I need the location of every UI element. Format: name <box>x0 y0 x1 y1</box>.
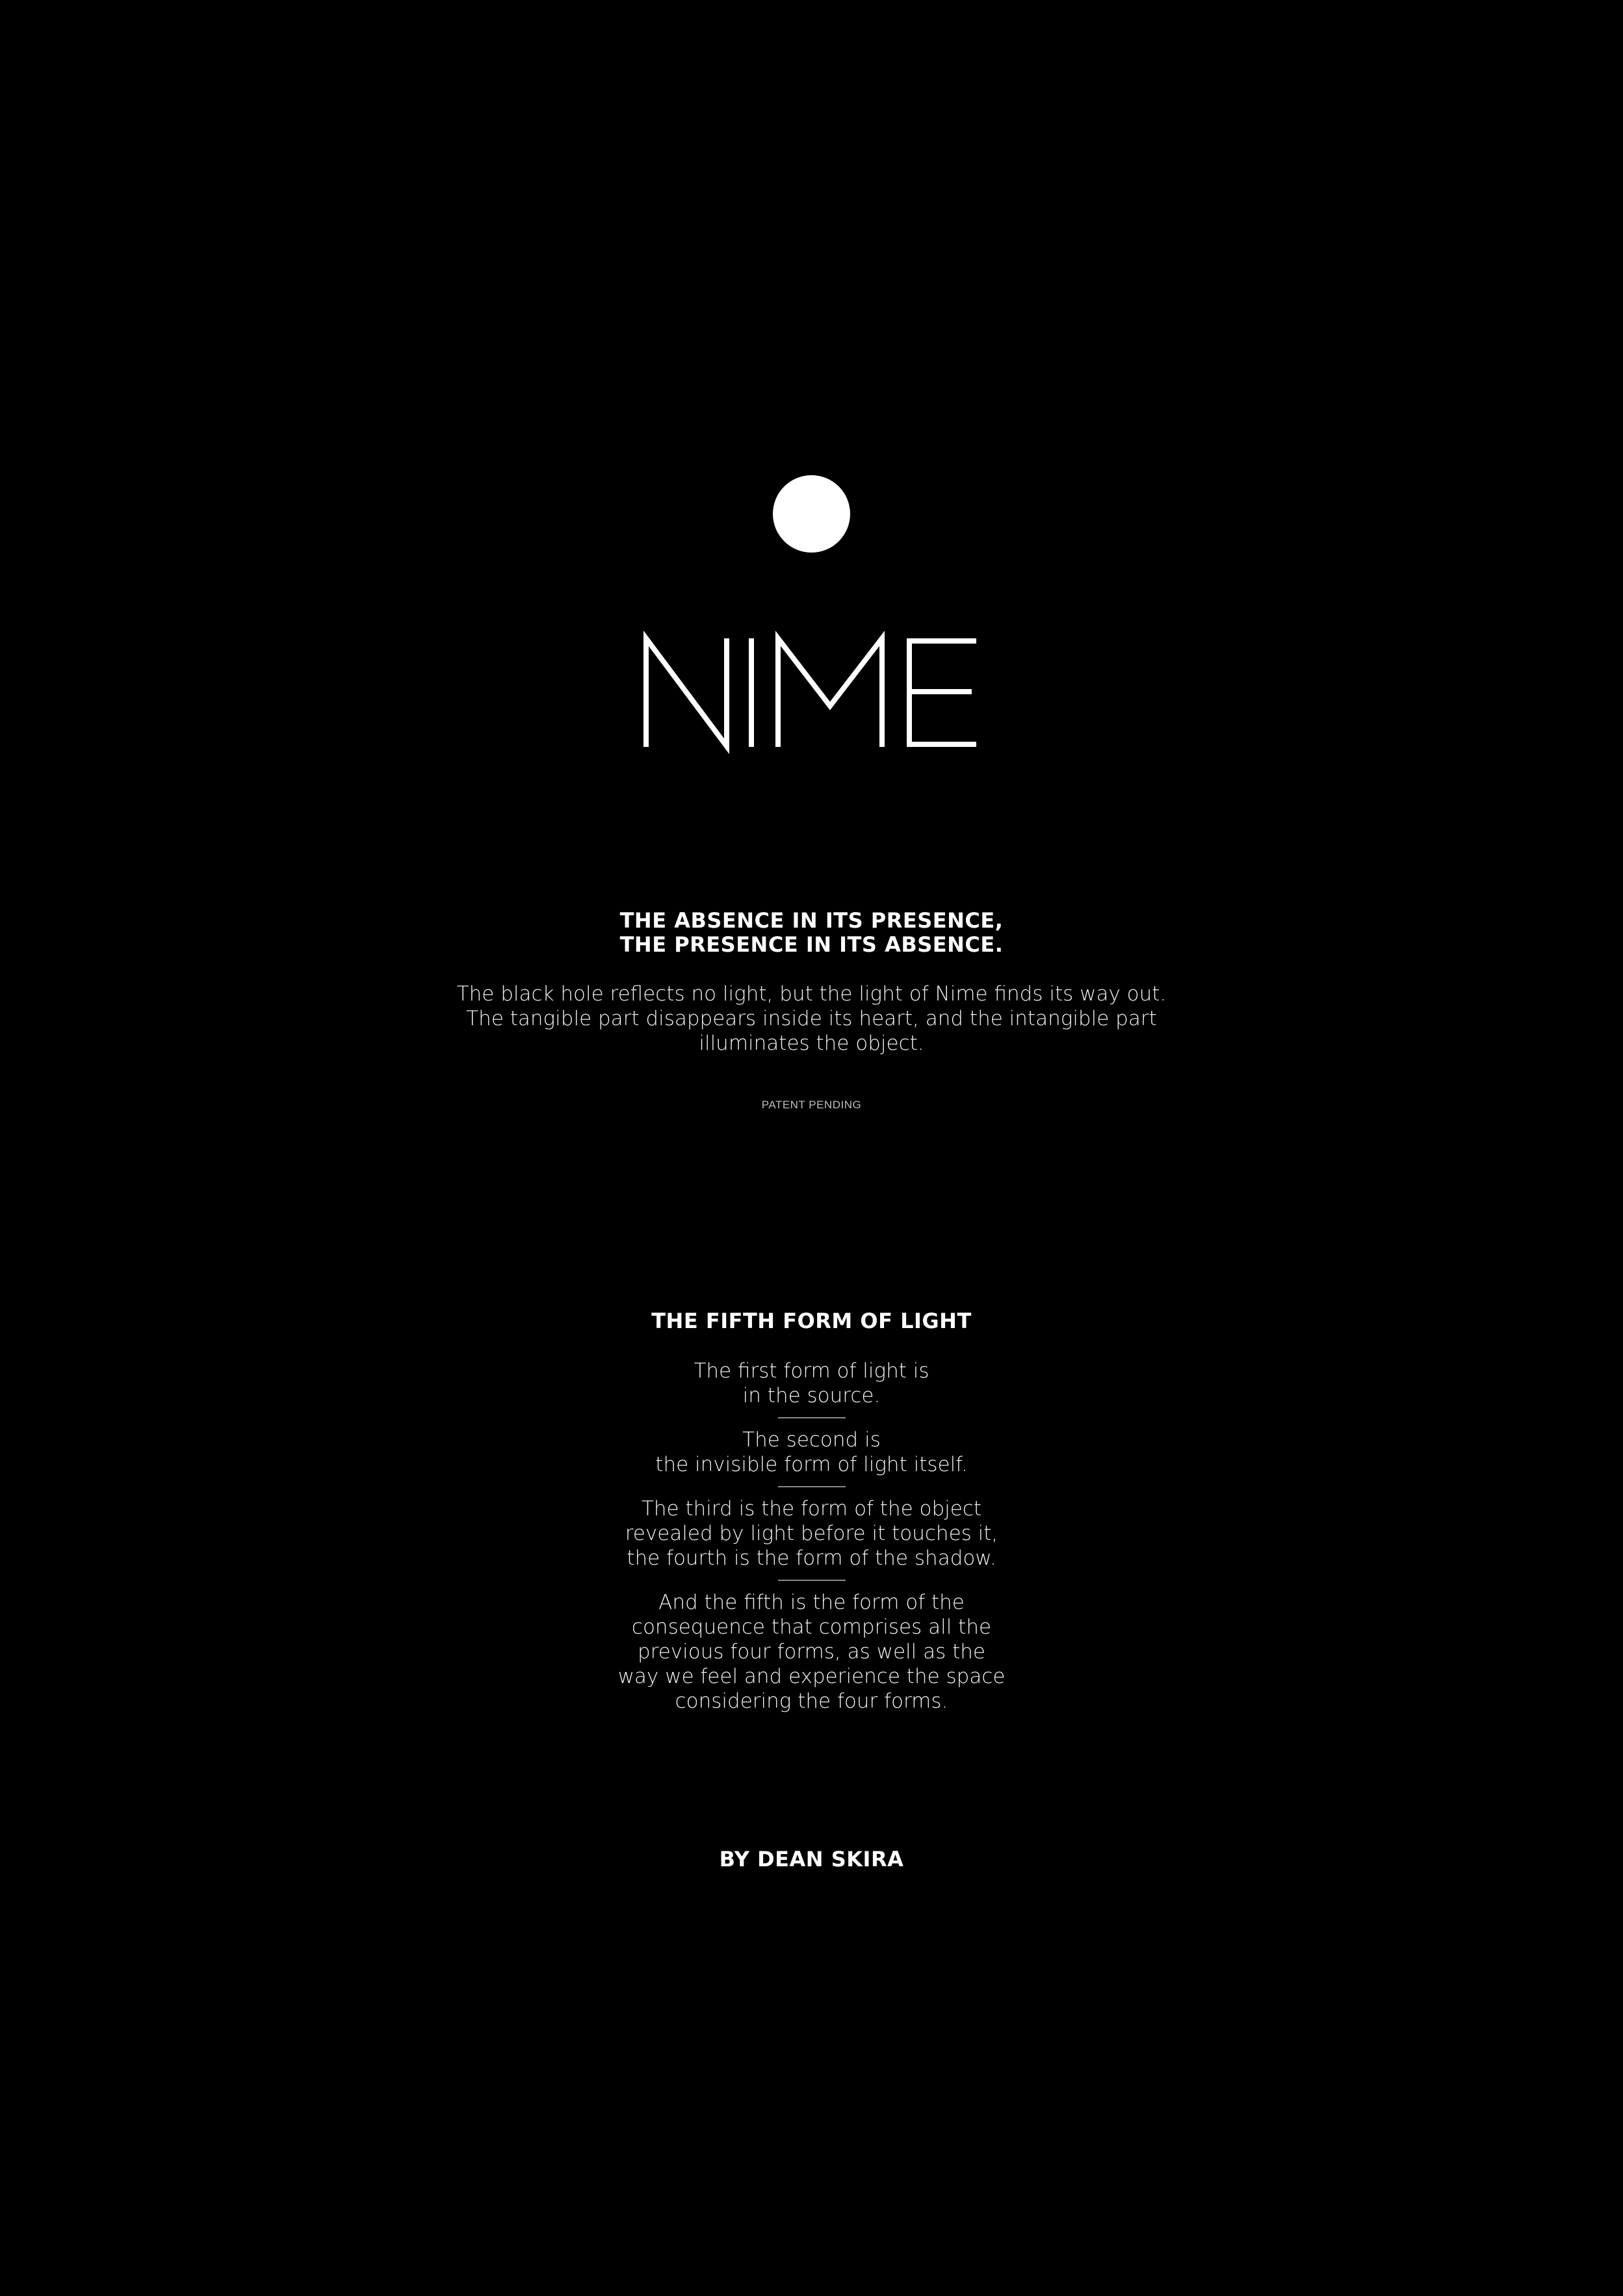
poem-line: revealed by light before it touches it, <box>625 1522 998 1545</box>
poem-stanza <box>0 1428 1623 1477</box>
intro-description-line: The tangible part disappears inside its heart, and the intangible part <box>466 1007 1157 1030</box>
nime-logotype-icon <box>630 624 994 754</box>
poem-line: consequence that comprises all the <box>631 1615 992 1639</box>
poem-line: the fourth is the form of the shadow. <box>627 1546 996 1570</box>
intro-heading-line: THE PRESENCE IN ITS ABSENCE. <box>619 932 1004 957</box>
poem-line: The second is <box>742 1428 881 1452</box>
poem-stanza <box>0 1496 1623 1571</box>
poem-line: considering the four forms. <box>675 1689 948 1713</box>
poem-line: The first form of light is <box>694 1359 929 1383</box>
patent-pending-label: PATENT PENDING <box>761 1099 862 1111</box>
poem-line: in the source. <box>742 1384 881 1407</box>
intro-description <box>0 982 1623 1056</box>
poem-line: way we feel and experience the space <box>617 1665 1006 1688</box>
fifth-form-title: THE FIFTH FORM OF LIGHT <box>651 1309 972 1333</box>
author-credit <box>0 1847 1623 1872</box>
circle-dot-icon <box>773 475 850 553</box>
intro-description-line: The black hole reflects no light, but the light of Nime finds its way out. <box>456 982 1167 1006</box>
fifth-form-heading <box>0 1309 1623 1333</box>
author-name: BY DEAN SKIRA <box>719 1847 904 1872</box>
poem-stanza <box>0 1590 1623 1714</box>
patent-note <box>0 1099 1623 1112</box>
poem-line: previous four forms, as well as the <box>637 1640 986 1663</box>
poem-line: The third is the form of the object <box>641 1497 982 1520</box>
intro-heading <box>0 909 1623 957</box>
intro-description-line: illuminates the object. <box>699 1032 924 1055</box>
poem-stanza <box>0 1359 1623 1408</box>
intro-heading-line: THE ABSENCE IN ITS PRESENCE, <box>619 908 1004 933</box>
poem-line: And the fifth is the form of the <box>658 1591 965 1614</box>
nime-logo <box>630 624 994 754</box>
poem-line: the invisible form of light itself. <box>655 1453 968 1476</box>
stanza-divider <box>778 1417 846 1418</box>
stanza-divider <box>778 1580 846 1581</box>
fifth-form-poem <box>0 1359 1623 1714</box>
stanza-divider <box>778 1486 846 1487</box>
